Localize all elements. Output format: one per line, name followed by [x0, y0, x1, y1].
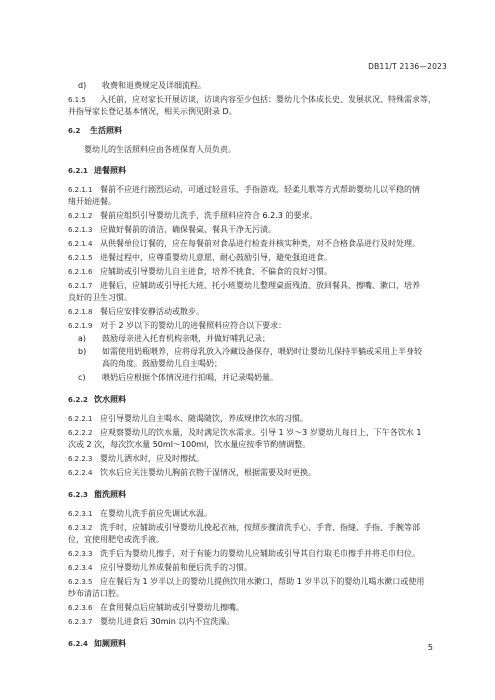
list-text: 鼓励母亲进入托育机构亲喂，并做好哺乳记录；	[102, 334, 270, 343]
clause-number: 6.2.2.1	[68, 415, 93, 423]
continuation-line	[68, 439, 447, 450]
clause-text: 纱布清洁口腔。	[68, 589, 124, 598]
body-text: 婴幼儿的生活照料应由各班保育人员负责。	[84, 145, 236, 154]
clause-paragraph	[68, 238, 447, 250]
page-number: 5	[427, 643, 433, 652]
clause-text: 进餐过程中，应尊重婴幼儿意愿，耐心鼓励引导，避免强迫进食。	[100, 253, 332, 262]
clause-paragraph	[68, 427, 447, 439]
list-marker: b)	[78, 347, 87, 356]
clause-text: 在食用餐点后应辅助或引导婴幼儿擦嘴。	[100, 603, 244, 612]
clause-number: 6.2.2.2	[68, 429, 93, 437]
document-code: DB11/T 2136—2023	[368, 62, 447, 71]
clause-paragraph	[68, 266, 447, 278]
list-text: 收费和退费规定及详细流程。	[102, 81, 206, 90]
clause-number: 6.2.1.5	[68, 254, 93, 262]
clause-number: 6.2.3.4	[68, 564, 93, 572]
clause-text: 应观察婴幼儿的饮水量，及时满足饮水需求。引导 1 岁～3 岁婴幼儿每日上、下午各饮水 1	[100, 428, 422, 437]
clause-paragraph	[68, 562, 447, 574]
clause-number: 6.2.1.4	[68, 240, 93, 248]
clause-number: 6.2.3.6	[68, 604, 93, 612]
subsection-heading	[68, 394, 447, 406]
subsection-number: 6.2.2	[68, 396, 88, 404]
clause-number: 6.2.3.2	[68, 524, 93, 532]
section-number: 6.2	[68, 127, 81, 135]
clause-text: 洗手后为婴幼儿擦手，对于有能力的婴幼儿应辅助或引导其自行取毛巾擦手并将毛巾归位。	[100, 549, 420, 558]
section-title: 生活照料	[90, 126, 122, 135]
clause-number: 6.2.1.6	[68, 268, 93, 276]
list-item	[78, 346, 447, 357]
clause-text: 入托前，应对家长开展访谈，访谈内容至少包括：婴幼儿个体成长史、发展状况、特殊需求等，	[100, 95, 436, 104]
clause-text: 从供餐单位订餐的，应在每餐前对食品进行检查并核实种类，对不合格食品进行及时处理。	[100, 239, 420, 248]
clause-paragraph	[68, 224, 447, 236]
clause-number: 6.2.3.3	[68, 550, 93, 558]
clause-text: 位，宜使用肥皂或洗手液。	[68, 535, 164, 544]
subsection-number: 6.2.3	[68, 491, 88, 499]
clause-paragraph	[68, 576, 447, 588]
clause-text: 进餐后，应辅助或引导托大班、托小班婴幼儿整理桌面残渣、放回餐具、擦嘴、漱口，培养	[100, 281, 420, 290]
continuation-line	[68, 106, 447, 117]
clause-number: 6.2.1.2	[68, 212, 93, 220]
clause-number: 6.2.1.8	[68, 308, 93, 316]
list-text: 喂奶后应根据个体情况进行拍嗝，并记录喝奶量。	[102, 373, 278, 382]
list-marker: d)	[78, 81, 87, 90]
list-text: 如需使用奶瓶喂养，应将母乳放入冷藏设备保存，喂奶时让婴幼儿保持半躺或采用上半身较	[102, 347, 422, 356]
clause-text: 对于 2 岁以下的婴幼儿的进餐照料应符合以下要求：	[100, 321, 287, 330]
clause-number: 6.2.3.7	[68, 618, 93, 626]
clause-paragraph	[68, 184, 447, 196]
subsection-heading	[68, 489, 447, 501]
clause-text: 绪开始进餐。	[68, 197, 116, 206]
clause-text: 次或 2 次，每次饮水量 50ml～100ml，饮水量应按季节酌情调整。	[68, 440, 311, 449]
clause-text: 餐后应安排安静活动或散步。	[100, 307, 204, 316]
clause-text: 良好的卫生习惯。	[68, 293, 132, 302]
clause-paragraph	[68, 210, 447, 222]
subsection-title: 饮水照料	[94, 395, 126, 404]
clause-text: 婴幼儿洒水时，应及时擦拭。	[100, 454, 204, 463]
continuation-line	[102, 358, 447, 369]
clause-number: 6.2.2.3	[68, 455, 93, 463]
clause-text: 在婴幼儿洗手前应先调试水温。	[100, 509, 212, 518]
clause-paragraph	[68, 280, 447, 292]
clause-text: 婴幼儿进食后 30min 以内不宜洗澡。	[100, 617, 235, 626]
list-item	[78, 80, 447, 91]
clause-paragraph	[68, 252, 447, 264]
clause-paragraph	[68, 94, 447, 106]
continuation-line	[68, 588, 447, 599]
subsection-number: 6.2.1	[68, 167, 88, 175]
clause-paragraph	[68, 522, 447, 534]
subsection-title: 如厕照料	[94, 639, 126, 648]
clause-paragraph	[68, 306, 447, 318]
clause-number: 6.2.2.4	[68, 469, 93, 477]
clause-text: 高的角度。鼓励婴幼儿自主喝奶；	[102, 359, 222, 368]
clause-text: 应引导婴幼儿自主喝水、随渴随饮，养成规律饮水的习惯。	[100, 414, 308, 423]
clause-text: 应辅助或引导婴幼儿自主进食，培养不挑食、不偏食的良好习惯。	[100, 267, 332, 276]
clause-paragraph	[68, 320, 447, 332]
clause-number: 6.2.1.1	[68, 186, 93, 194]
list-item	[78, 333, 447, 344]
clause-text: 餐前应组织引导婴幼儿洗手，洗手照料应符合 6.2.3 的要求。	[100, 211, 318, 220]
continuation-line	[68, 196, 447, 207]
clause-paragraph	[68, 548, 447, 560]
clause-paragraph	[68, 467, 447, 479]
clause-number: 6.2.1.7	[68, 282, 93, 290]
clause-number: 6.2.3.1	[68, 510, 93, 518]
clause-paragraph	[68, 508, 447, 520]
subsection-heading	[68, 638, 447, 650]
clause-number: 6.2.1.3	[68, 226, 93, 234]
subsection-heading	[68, 165, 447, 177]
section-heading	[68, 125, 447, 137]
clause-text: 饮水后应关注婴幼儿胸前衣物干湿情况，根据需要及时更换。	[100, 468, 316, 477]
clause-paragraph	[68, 413, 447, 425]
body-paragraph	[84, 144, 447, 155]
clause-text: 并指导家长登记基本情况，相关示例见附录 D。	[68, 107, 237, 116]
clause-paragraph	[68, 453, 447, 465]
subsection-title: 进餐照料	[94, 166, 126, 175]
continuation-line	[68, 534, 447, 545]
list-marker: c)	[78, 373, 86, 382]
clause-paragraph	[68, 602, 447, 614]
clause-text: 洗手时，应辅助或引导婴幼儿挽起衣袖，按照步骤清洗手心、手背、指缝、手指、手腕等部	[100, 523, 420, 532]
clause-text: 应引导婴幼儿养成餐前和便后洗手的习惯。	[100, 563, 252, 572]
clause-number: 6.1.5	[68, 96, 86, 104]
subsection-title: 盥洗照料	[94, 490, 126, 499]
clause-text: 应在餐后为 1 岁半以上的婴幼儿提供饮用水漱口，帮助 1 岁半以下的婴幼儿喝水漱口或使用	[100, 577, 425, 586]
clause-text: 餐前不应进行剧烈运动，可通过轻音乐、手指游戏、轻柔儿歌等方式帮助婴幼儿以平稳的情	[100, 185, 420, 194]
clause-number: 6.2.3.5	[68, 578, 93, 586]
list-marker: a)	[78, 334, 87, 343]
subsection-number: 6.2.4	[68, 640, 88, 648]
clause-text: 应做好餐前的清洁，确保餐桌、餐具干净无污渍。	[100, 225, 276, 234]
clause-number: 6.2.1.9	[68, 322, 93, 330]
list-item	[78, 372, 447, 383]
continuation-line	[68, 292, 447, 303]
clause-paragraph	[68, 616, 447, 628]
